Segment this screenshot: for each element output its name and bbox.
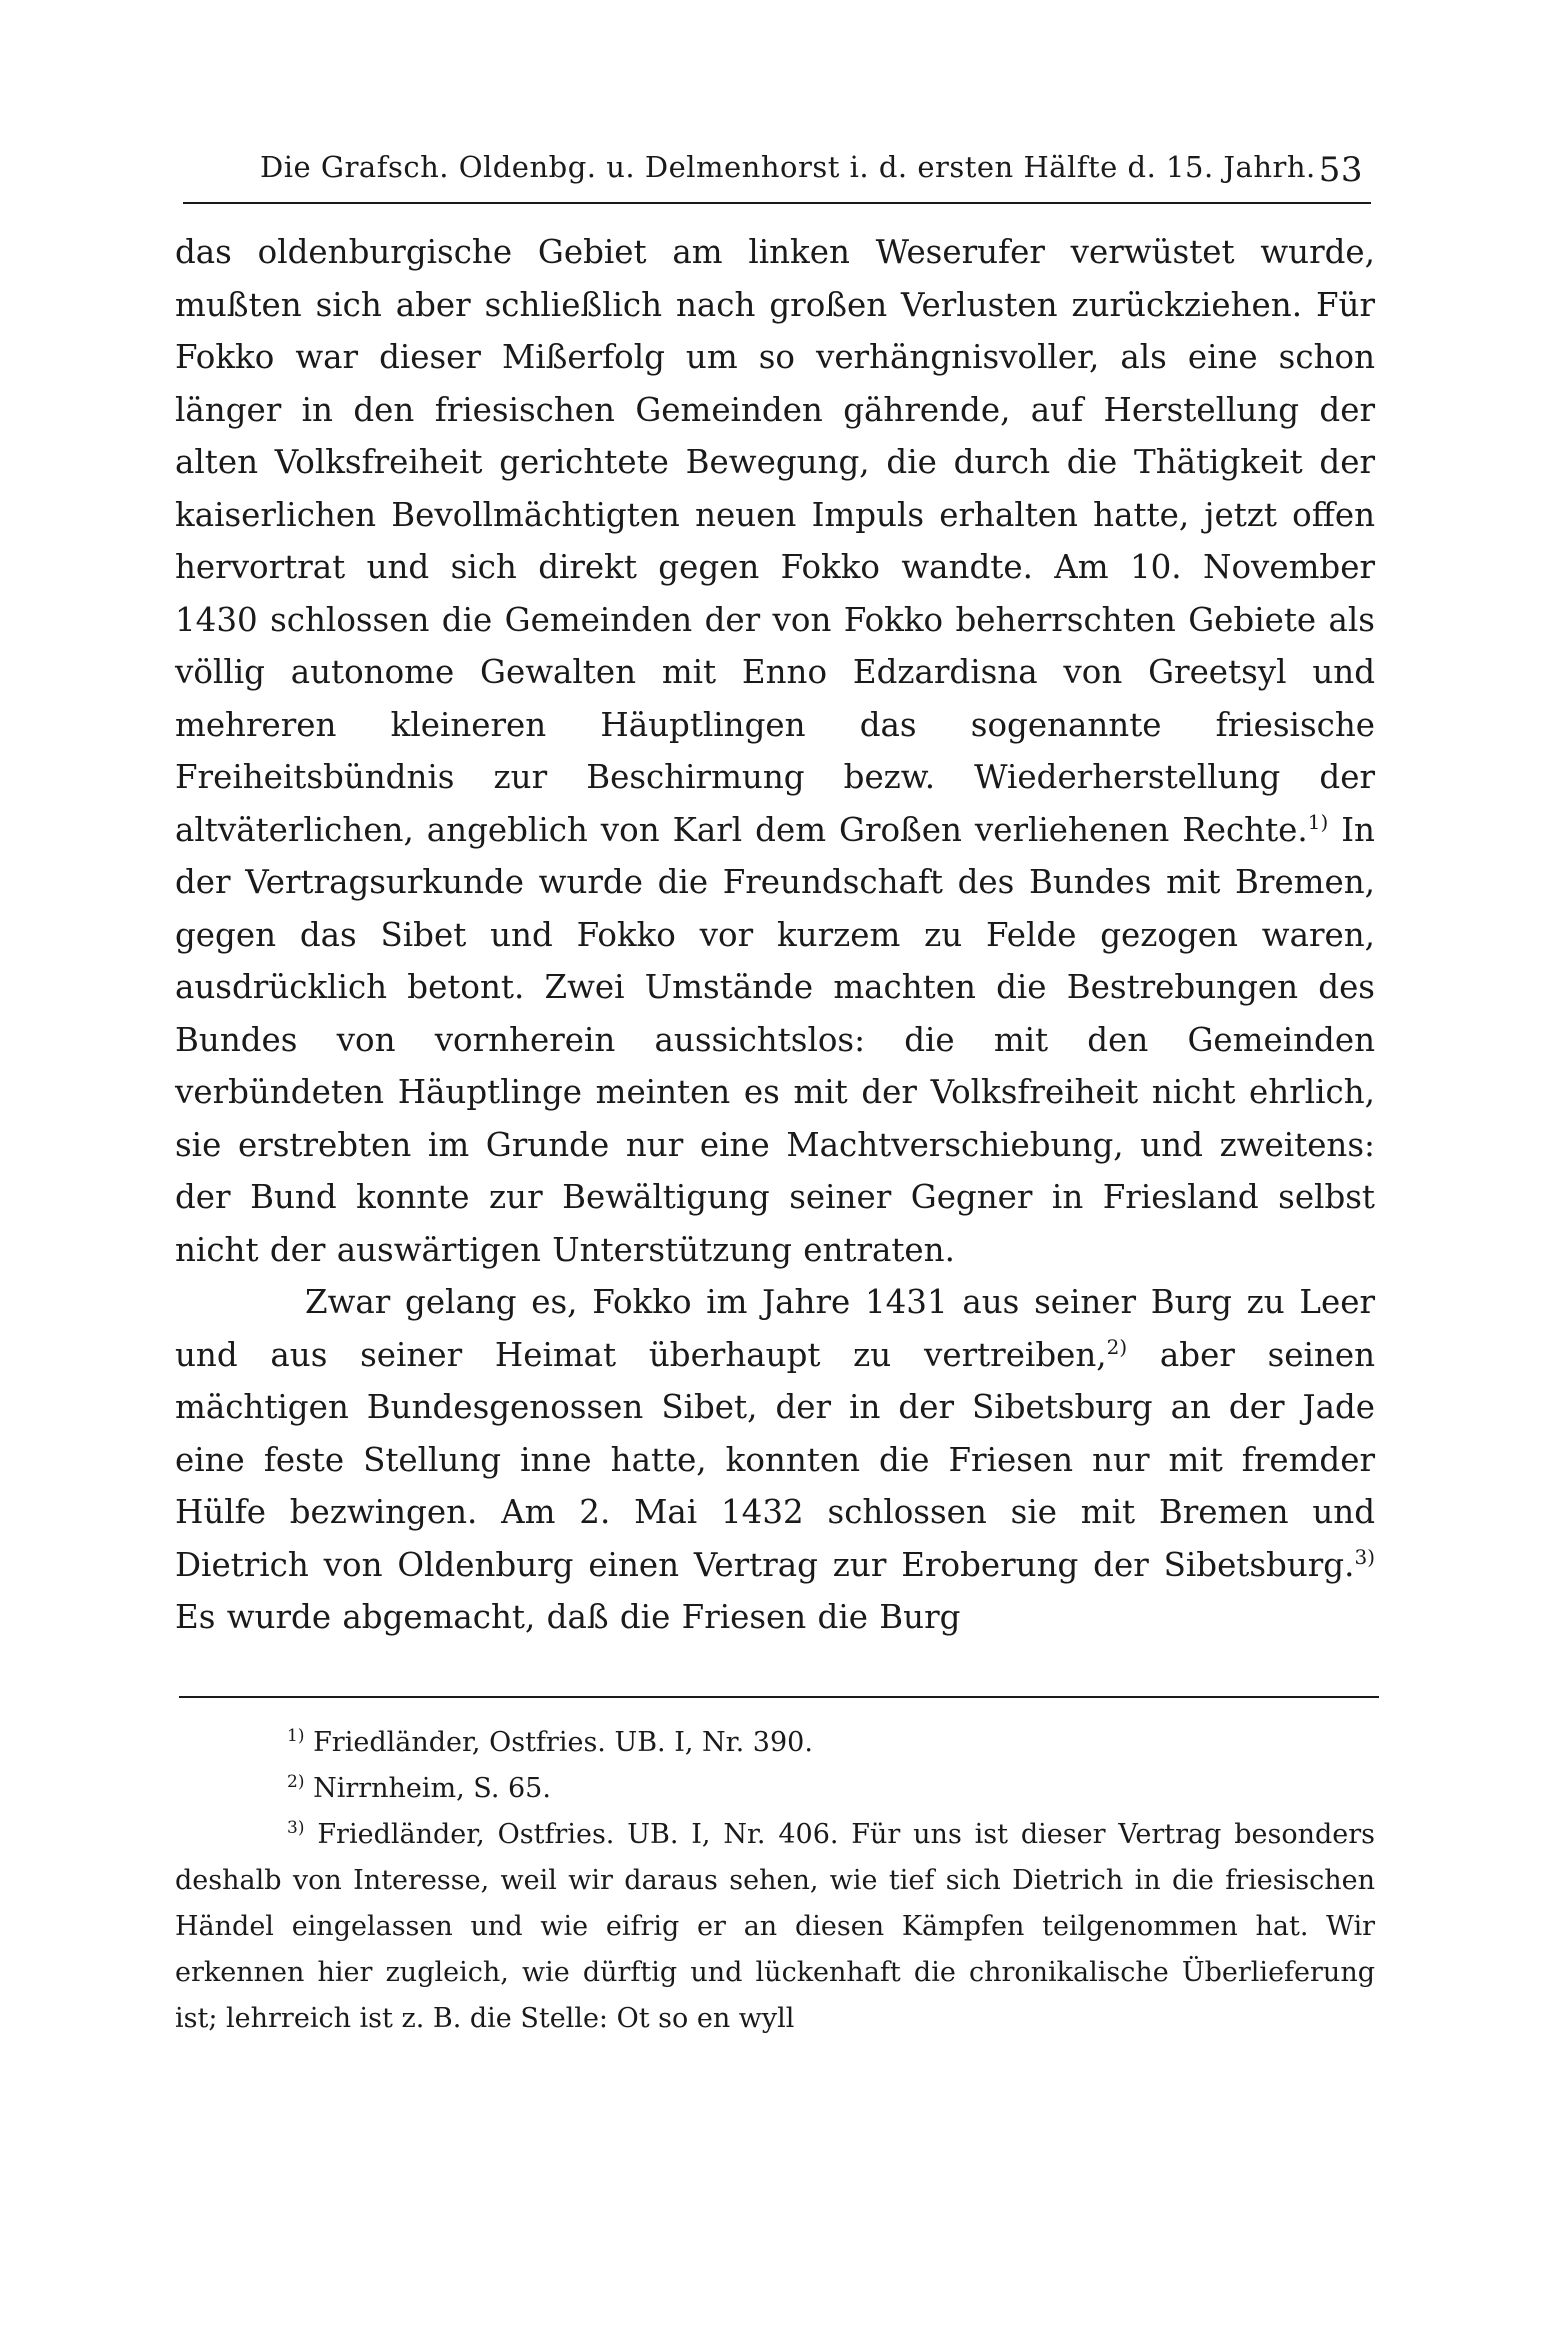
footnote-ref-2: 2) [1106, 1334, 1128, 1359]
header-rule [183, 202, 1371, 204]
running-head [175, 150, 1375, 194]
footnote-2-text: Nirrnheim, S. 65. [313, 1772, 551, 1804]
footnotes [175, 1720, 1375, 2042]
footnote-2-mark: 2) [287, 1771, 305, 1792]
paragraph-2-text-after: Es wurde abgemacht, daß die Friesen die Burg [175, 1598, 961, 1636]
footnote-3 [175, 1812, 1375, 2042]
paragraph-2-text-mid: aber seinen mächtigen Bundesgenossen Sibet, der in der Sibetsburg an der Jade eine feste Stellung inne hatte, konnten die Friesen nur mit fremder Hülfe bezwingen. Am 2. Mai 1432 schlossen sie mit Bremen und Dietrich von Oldenburg einen Vertrag zur Eroberung der Sibetsburg. [175, 1335, 1375, 1584]
paragraph-1-text-after: In der Vertragsurkunde wurde die Freundschaft des Bundes mit Bremen, gegen das Sibet und Fokko vor kurzem zu Felde gezogen waren, ausdrücklich betont. Zwei Umstände machten die Bestrebungen des Bundes von vornherein aussichtslos: die mit den Gemeinden verbündeten Häuptlinge meinten es mit der Volksfreiheit nicht ehrlich, sie erstrebten im Grunde nur eine Machtverschiebung, und zweitens: der Bund konnte zur Bewältigung seiner Gegner in Friesland selbst nicht der auswärtigen Unterstützung entraten. [175, 810, 1375, 1269]
paragraph-2-text: Zwar gelang es, Fokko im Jahre 1431 aus seiner Burg zu Leer und aus seiner Heimat überhaupt zu vertreiben, [175, 1283, 1375, 1374]
body-text [175, 226, 1375, 1644]
paragraph-1-text: das oldenburgische Gebiet am linken Weserufer verwüstet wurde, mußten sich aber schließlich nach großen Verlusten zurückziehen. Für Fokko war dieser Mißerfolg um so verhängnisvoller, als eine schon länger in den friesischen Gemeinden gährende, auf Herstellung der alten Volksfreiheit gerichtete Bewegung, die durch die Thätigkeit der kaiserlichen Bevollmächtigten neuen Impuls erhalten hatte, jetzt offen hervortrat und sich direkt gegen Fokko wandte. Am 10. November 1430 schlossen die Gemeinden der von Fokko beherrschten Gebiete als völlig autonome Gewalten mit Enno Edzardisna von Greetsyl und mehreren kleineren Häuptlingen das sogenannte friesische Freiheitsbündnis zur Beschirmung bezw. Wiederherstellung der altväterlichen, angeblich von Karl dem Großen verliehenen Rechte. [175, 233, 1375, 849]
footnote-1-text: Friedländer, Ostfries. UB. I, Nr. 390. [313, 1726, 813, 1758]
running-head-title: Die Grafsch. Oldenbg. u. Delmenhorst i. d. ersten Hälfte d. 15. Jahrh. [260, 150, 1316, 184]
footnote-ref-2-mark: 2 [1106, 1334, 1120, 1359]
paragraph-1 [175, 226, 1375, 1276]
footnote-3-mark: 3) [287, 1817, 305, 1838]
footnote-rule [179, 1696, 1379, 1698]
footnote-2-mark-number: 2 [287, 1771, 298, 1792]
footnote-ref-3-mark: 3 [1354, 1544, 1368, 1569]
footnote-3-text: Friedländer, Ostfries. UB. I, Nr. 406. Für uns ist dieser Vertrag besonders deshalb von Interesse, weil wir daraus sehen, wie tief sich Dietrich in die friesischen Händel eingelassen und wie eifrig er an diesen Kämpfen teilgenommen hat. Wir erkennen hier zugleich, wie dürftig und lückenhaft die chronikalische Überlieferung ist; lehrreich ist z. B. die Stelle: Ot so en wyll [175, 1818, 1375, 2034]
paragraph-2 [175, 1276, 1375, 1644]
page-number: 53 [1318, 150, 1363, 190]
book-page [175, 150, 1375, 2042]
footnote-1-mark-number: 1 [287, 1725, 298, 1746]
footnote-ref-3: 3) [1354, 1544, 1375, 1569]
footnote-1-mark: 1) [287, 1725, 305, 1746]
footnote-2 [175, 1766, 1375, 1812]
footnote-ref-1: 1) [1307, 809, 1329, 834]
footnote-ref-1-mark: 1 [1307, 809, 1321, 834]
footnote-3-mark-number: 3 [287, 1817, 298, 1838]
footnote-1 [175, 1720, 1375, 1766]
